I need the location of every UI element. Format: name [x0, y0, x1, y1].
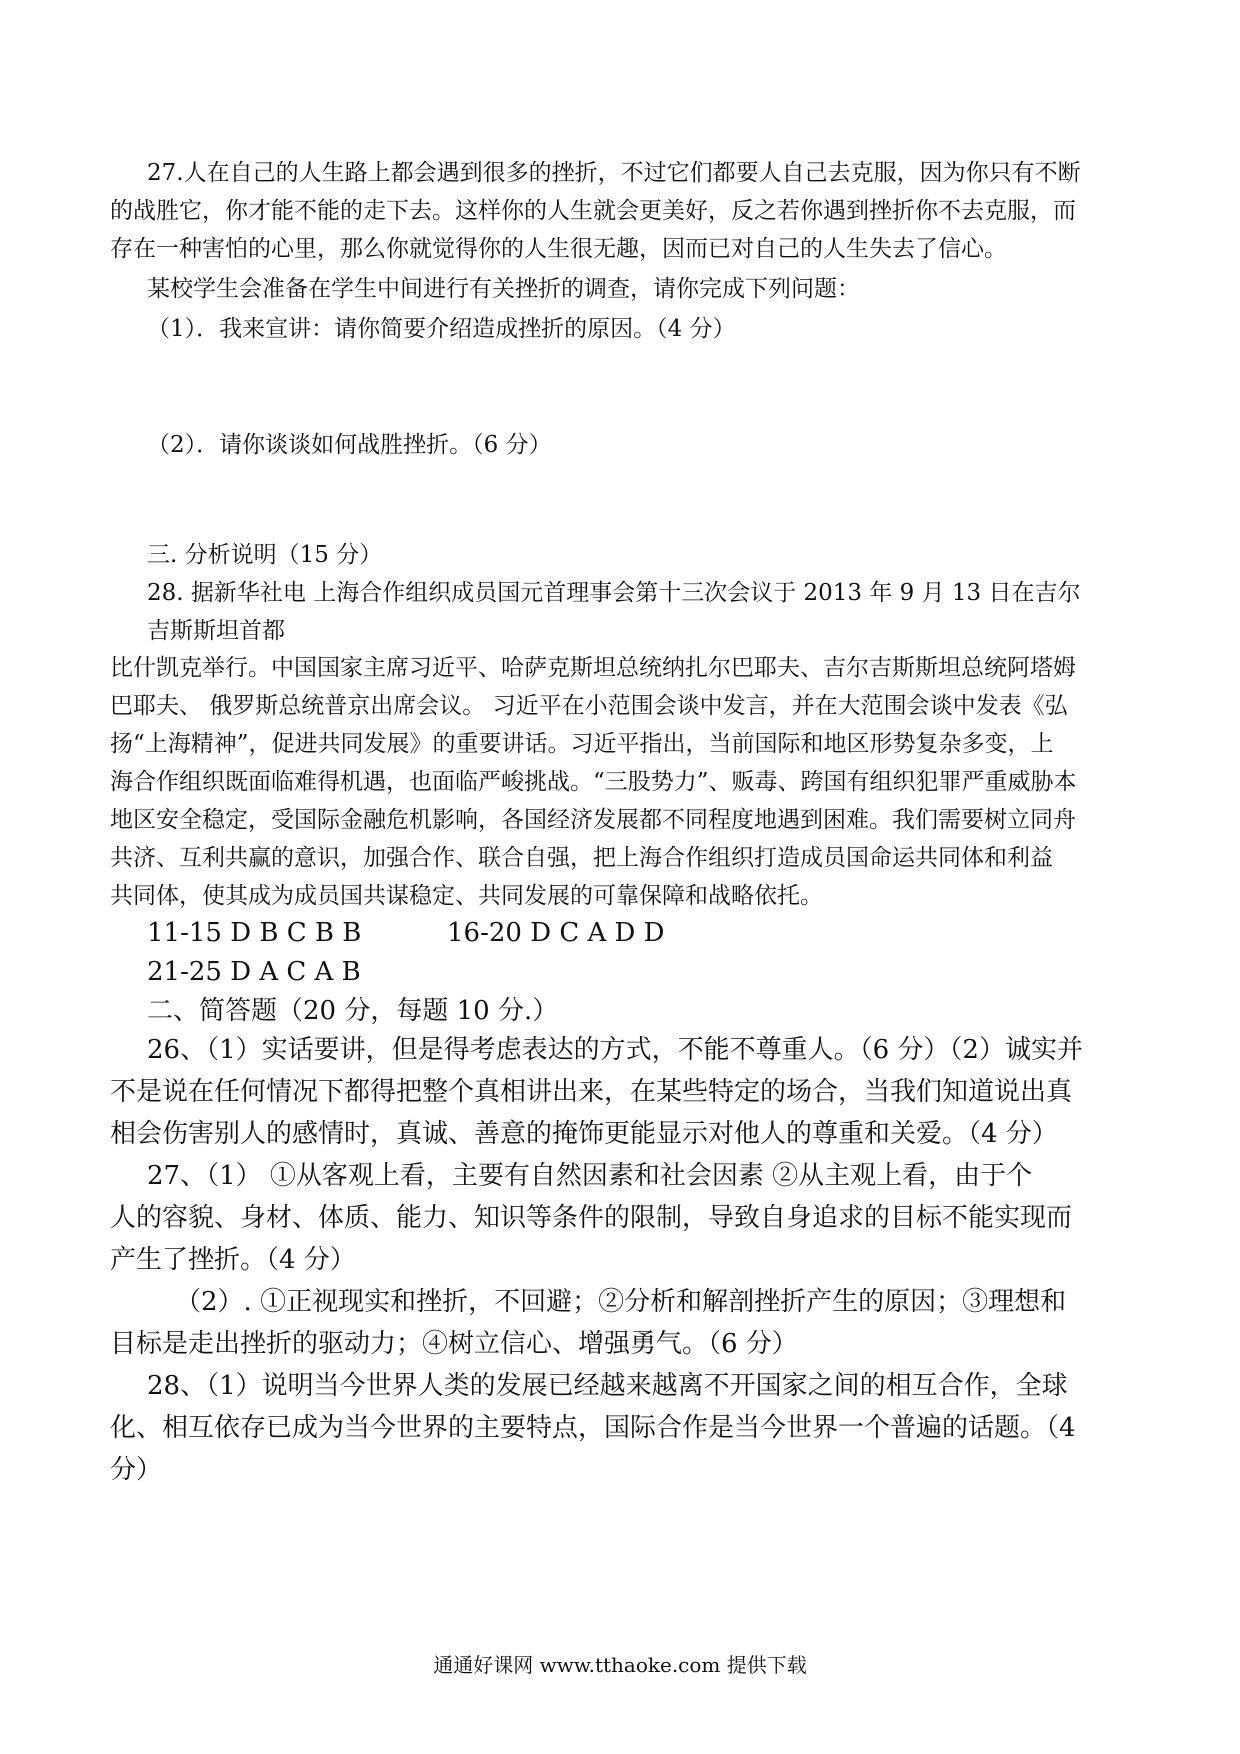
answer-27-line-1: 27、（1） ①从客观上看，主要有自然因素和社会因素 ②从主观上看，由于个 [147, 1161, 1033, 1191]
section3-heading: 三. 分析说明（15 分） [147, 542, 383, 568]
answer-28-line-1: 28、（1）说明当今世界人类的发展已经越来越离不开国家之间的相互合作，全球 [147, 1371, 1068, 1401]
q28-line-6: 海合作组织既面临难得机遇，也面临严峻挑战。“三股势力”、贩毒、跨国有组织犯罪严重威胁本 [110, 769, 1077, 795]
answer-mc-21-25: 21-25 D A C A B [147, 957, 361, 987]
q28-line-2: 吉斯斯坦首都 [147, 618, 285, 644]
q28-line-3: 比什凯克举行。中国国家主席习近平、哈萨克斯坦总统纳扎尔巴耶夫、吉尔吉斯斯坦总统阿塔姆 [110, 655, 1076, 681]
answer-28-line-2: 化、相互依存已成为当今世界的主要特点，国际合作是当今世界一个普遍的话题。（4 [110, 1413, 1076, 1443]
q27-instruction: 某校学生会准备在学生中间进行有关挫折的调查，请你完成下列问题： [147, 276, 860, 302]
answer-mc-11-15: 11-15 D B C B B [147, 918, 362, 948]
answer-26-line-2: 不是说在任何情况下都得把整个真相讲出来，在某些特定的场合，当我们知道说出真 [110, 1077, 1073, 1107]
answer-mc-16-20: 16-20 D C A D D [447, 918, 665, 948]
q28-line-8: 共济、互利共赢的意识，加强合作、联合自强，把上海合作组织打造成员国命运共同体和利益 [110, 845, 1053, 871]
q28-line-4: 巴耶夫、 俄罗斯总统普京出席会议。 习近平在小范围会谈中发言，并在大范围会谈中发表《弘 [110, 693, 1068, 719]
answer-28-line-3: 分） [110, 1455, 163, 1485]
answer-27-line-2: 人的容貌、身材、体质、能力、知识等条件的限制，导致自身追求的目标不能实现而 [110, 1203, 1073, 1233]
answer-26-line-3: 相会伤害别人的感情时，真诚、善意的掩饰更能显示对他人的尊重和关爱。（4 分） [110, 1119, 1058, 1149]
q27-paragraph-line-2: 的战胜它，你才能不能的走下去。这样你的人生就会更美好，反之若你遇到挫折你不去克服，而 [110, 198, 1076, 224]
q28-line-9: 共同体，使其成为成员国共谋稳定、共同发展的可靠保障和战略依托。 [110, 883, 823, 909]
answer-27-line-5: 目标是走出挫折的驱动力；④树立信心、增强勇气。（6 分） [110, 1329, 798, 1359]
q27-paragraph-line-3: 存在一种害怕的心里，那么你就觉得你的人生很无趣，因而已对自己的人生失去了信心。 [110, 236, 1007, 262]
q28-line-7: 地区安全稳定，受国际金融危机影响，各国经济发展都不同程度地遇到困难。我们需要树立同舟 [110, 807, 1076, 833]
q28-line-5: 扬“上海精神”，促进共同发展》的重要讲话。习近平指出，当前国际和地区形势复杂多变，上 [110, 731, 1054, 757]
answer-26-line-1: 26、（1）实话要讲，但是得考虑表达的方式，不能不尊重人。（6 分）（2）诚实并 [147, 1035, 1083, 1065]
q27-subquestion-1: （1）．我来宣讲：请你简要介绍造成挫折的原因。（4 分） [147, 316, 736, 342]
page-footer: 通通好课网 www.tthaoke.com 提供下载 [433, 1653, 807, 1677]
answers-heading-short: 二、简答题（20 分，每题 10 分.） [147, 996, 559, 1026]
answer-27-line-3: 产生了挫折。（4 分） [110, 1245, 356, 1275]
q28-line-1: 28. 据新华社电 上海合作组织成员国元首理事会第十三次会议于 2013 年 9 月 13 日在吉尔 [147, 580, 1081, 606]
answer-27-line-4: （2）. ①正视现实和挫折，不回避；②分析和解剖挫折产生的原因；③理想和 [175, 1287, 1067, 1317]
q27-subquestion-2: （2）．请你谈谈如何战胜挫折。（6 分） [147, 432, 552, 458]
q27-paragraph-line-1: 27.人在自己的人生路上都会遇到很多的挫折，不过它们都要人自己去克服，因为你只有不断 [147, 160, 1081, 186]
